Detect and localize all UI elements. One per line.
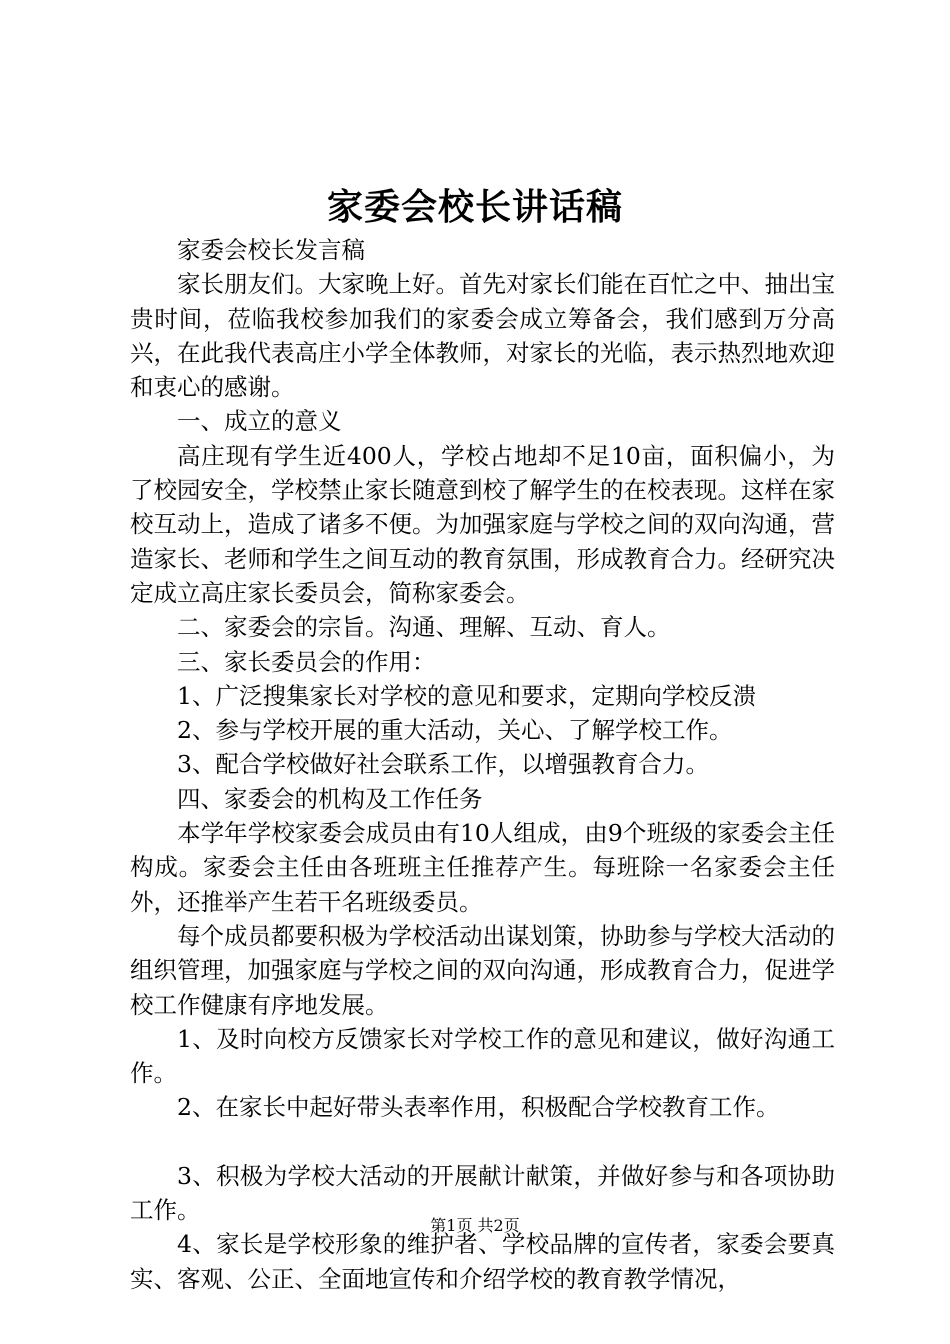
list-item-task-4: 4、家长是学校形象的维护者、学校品牌的宣传者，家委会要真实、客观、公正、全面地宣传和介绍学校的教育教学情况， bbox=[130, 1230, 835, 1293]
paragraph-subtitle: 家委会校长发言稿 bbox=[177, 236, 365, 264]
list-item-task-1: 1、及时向校方反馈家长对学校工作的意见和建议，做好沟通工作。 bbox=[130, 1024, 835, 1088]
page-footer: 第1页 共2页 bbox=[430, 1216, 520, 1235]
document-body bbox=[130, 233, 835, 1296]
paragraph-organization: 本学年学校家委会成员由有10人组成，由9个班级的家委会主任构成。家委会主任由各班班主任推荐产生。每班除一名家委会主任外，还推举产生若干名班级委员。 bbox=[130, 819, 835, 916]
list-item-task-2: 2、在家长中起好带头表率作用，积极配合学校教育工作。 bbox=[177, 1093, 780, 1122]
blank-line bbox=[130, 1125, 835, 1159]
list-item-task-3: 3、积极为学校大活动的开展献计献策，并做好参与和各项协助工作。 bbox=[130, 1161, 835, 1225]
list-item-role-3: 3、配合学校做好社会联系工作，以增强教育合力。 bbox=[177, 750, 709, 779]
list-item-role-1: 1、广泛搜集家长对学校的意见和要求，定期向学校反溃 bbox=[177, 681, 756, 710]
document-title: 家委会校长讲话稿 bbox=[326, 186, 623, 228]
paragraph-members-duty: 每个成员都要积极为学校活动出谋划策，协助参与学校大活动的组织管理，加强家庭与学校之间的双向沟通，形成教育合力，促进学校工作健康有序地发展。 bbox=[130, 921, 835, 1019]
list-item-role-2: 2、参与学校开展的重大活动，关心、了解学校工作。 bbox=[177, 716, 733, 745]
section-heading-significance: 一、成立的意义 bbox=[177, 407, 342, 436]
section-heading-role: 三、家长委员会的作用： bbox=[177, 647, 436, 676]
section-heading-purpose: 二、家委会的宗旨。沟通、理解、互动、育人。 bbox=[177, 613, 671, 642]
paragraph-significance: 高庄现有学生近400人，学校占地却不足10亩，面积偏小，为了校园安全，学校禁止家长随意到校了解学生的在校表现。这样在家校互动上，造成了诸多不便。为加强家庭与学校之间的双向沟通，营造家长、老师和学生之间互动的教育氛围，形成教育合力。经研究决定成立高庄家长委员会，简称家委会。 bbox=[130, 441, 835, 607]
paragraph-greeting: 家长朋友们。大家晚上好。首先对家长们能在百忙之中、抽出宝贵时间，莅临我校参加我们的家委会成立筹备会，我们感到万分高兴，在此我代表高庄小学全体教师，对家长的光临，表示热烈地欢迎和衷心的感谢。 bbox=[130, 270, 835, 402]
section-heading-organization: 四、家委会的机构及工作任务 bbox=[177, 784, 483, 813]
